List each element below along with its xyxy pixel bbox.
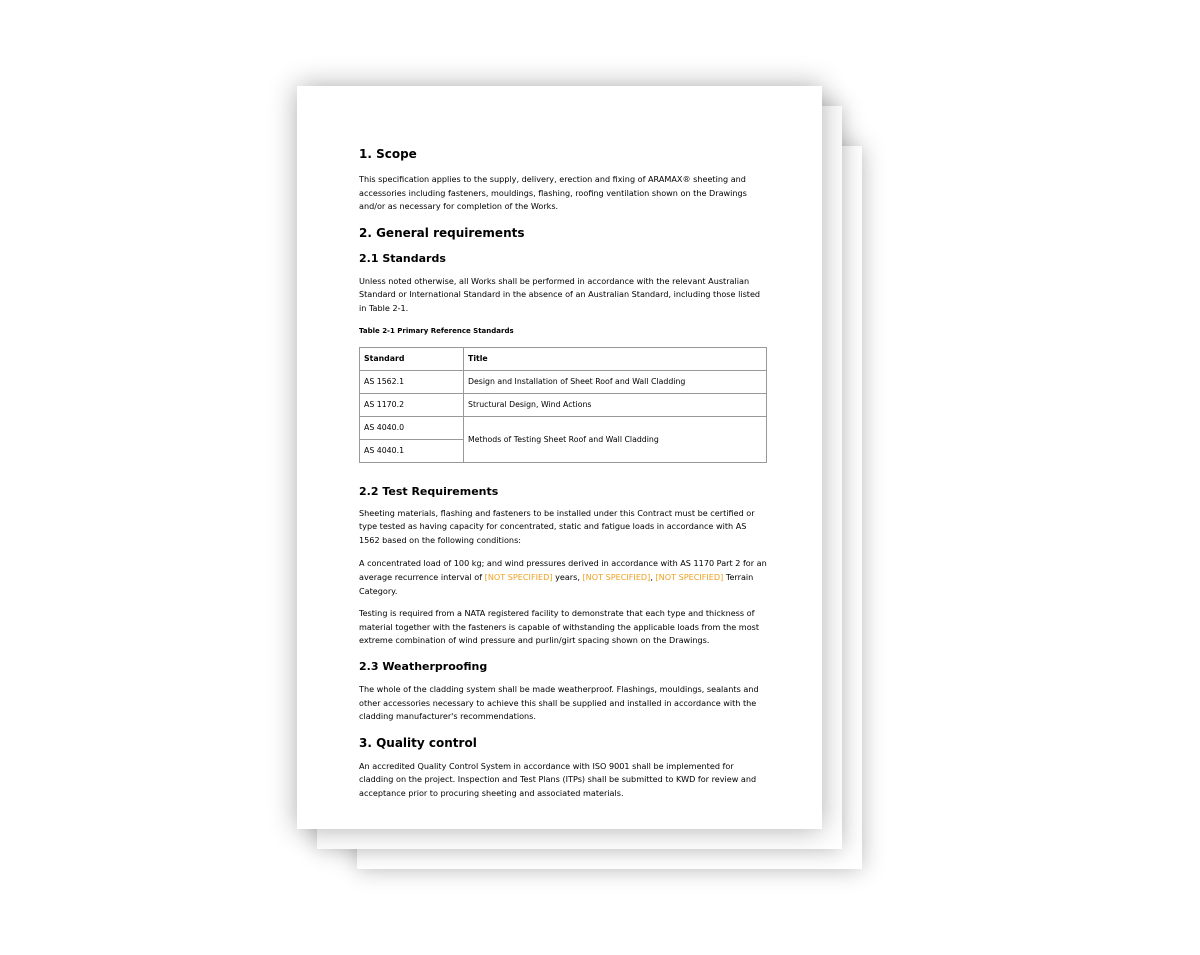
standards-paragraph: Unless noted otherwise, all Works shall be performed in accordance with the relevant Australian Standard or International Standard in the absence of an Australian Standard, including those listed in Table 2-1.	[359, 275, 761, 313]
test-paragraph-2	[359, 557, 767, 598]
test-text-c: Terrain Category.	[359, 571, 754, 596]
table-cell-standard: AS 4040.0	[360, 416, 464, 439]
table-cell-title: Design and Installation of Sheet Roof and Wall Cladding	[464, 370, 767, 393]
heading-scope: 1. Scope	[359, 147, 417, 161]
document-page	[297, 86, 822, 829]
table-header-row	[360, 347, 767, 370]
table-cell-standard: AS 1170.2	[360, 393, 464, 416]
table-cell-title: Structural Design, Wind Actions	[464, 393, 767, 416]
standards-table	[359, 347, 767, 463]
table-cell-standard: AS 1562.1	[360, 370, 464, 393]
table-header-standard: Standard	[360, 347, 464, 370]
heading-weatherproofing: 2.3 Weatherproofing	[359, 659, 488, 673]
test-text-a: A concentrated load of 100 kg; and wind pressures derived in accordance with AS 1170 Part 2 for an average recurrence interval of	[359, 558, 767, 582]
placeholder-recurrence: [NOT SPECIFIED]	[484, 571, 553, 582]
table-row	[360, 393, 767, 416]
quality-paragraph: An accredited Quality Control System in accordance with ISO 9001 shall be implemented for cladding on the project. Inspection and Test Plans (ITPs) shall be submitted to KWD for review and acceptance prior to procuring sheeting and associated materials.	[359, 760, 757, 798]
table-row	[360, 416, 767, 439]
table-cell-standard: AS 4040.1	[360, 439, 464, 462]
page-content	[359, 146, 767, 800]
test-text-b: years,	[552, 571, 583, 582]
heading-test-requirements: 2.2 Test Requirements	[359, 484, 499, 498]
heading-general-requirements: 2. General requirements	[359, 225, 525, 240]
table-row	[360, 370, 767, 393]
test-paragraph-3: Testing is required from a NATA registered facility to demonstrate that each type and thickness of material together with the fasteners is capable of withstanding the applicable loads from the most extreme combination of wind pressure and purlin/girt spacing shown on the Drawings.	[359, 608, 760, 646]
table-cell-title-merged: Methods of Testing Sheet Roof and Wall Cladding	[464, 416, 767, 462]
heading-quality-control: 3. Quality control	[359, 735, 477, 750]
table-caption: Table 2-1 Primary Reference Standards	[359, 326, 514, 335]
scope-paragraph: This specification applies to the supply, delivery, erection and fixing of ARAMAX® sheeting and accessories including fasteners, mouldings, flashing, roofing ventilation shown on the Drawings and/or as necessary for completion of the Works.	[359, 174, 747, 212]
heading-standards: 2.1 Standards	[359, 251, 446, 265]
placeholder-region: [NOT SPECIFIED]	[582, 571, 651, 582]
table-header-title: Title	[464, 347, 767, 370]
placeholder-terrain: [NOT SPECIFIED]	[655, 571, 724, 582]
test-paragraph-1: Sheeting materials, flashing and fasteners to be installed under this Contract must be certified or type tested as having capacity for concentrated, static and fatigue loads in accordance with AS 1562 based on the following conditions:	[359, 507, 755, 545]
test-text-sep: ,	[650, 571, 656, 582]
weatherproofing-paragraph: The whole of the cladding system shall be made weatherproof. Flashings, mouldings, sealants and other accessories necessary to achieve this shall be supplied and installed in accordance with the cladding manufacturer's recommendations.	[359, 683, 759, 722]
